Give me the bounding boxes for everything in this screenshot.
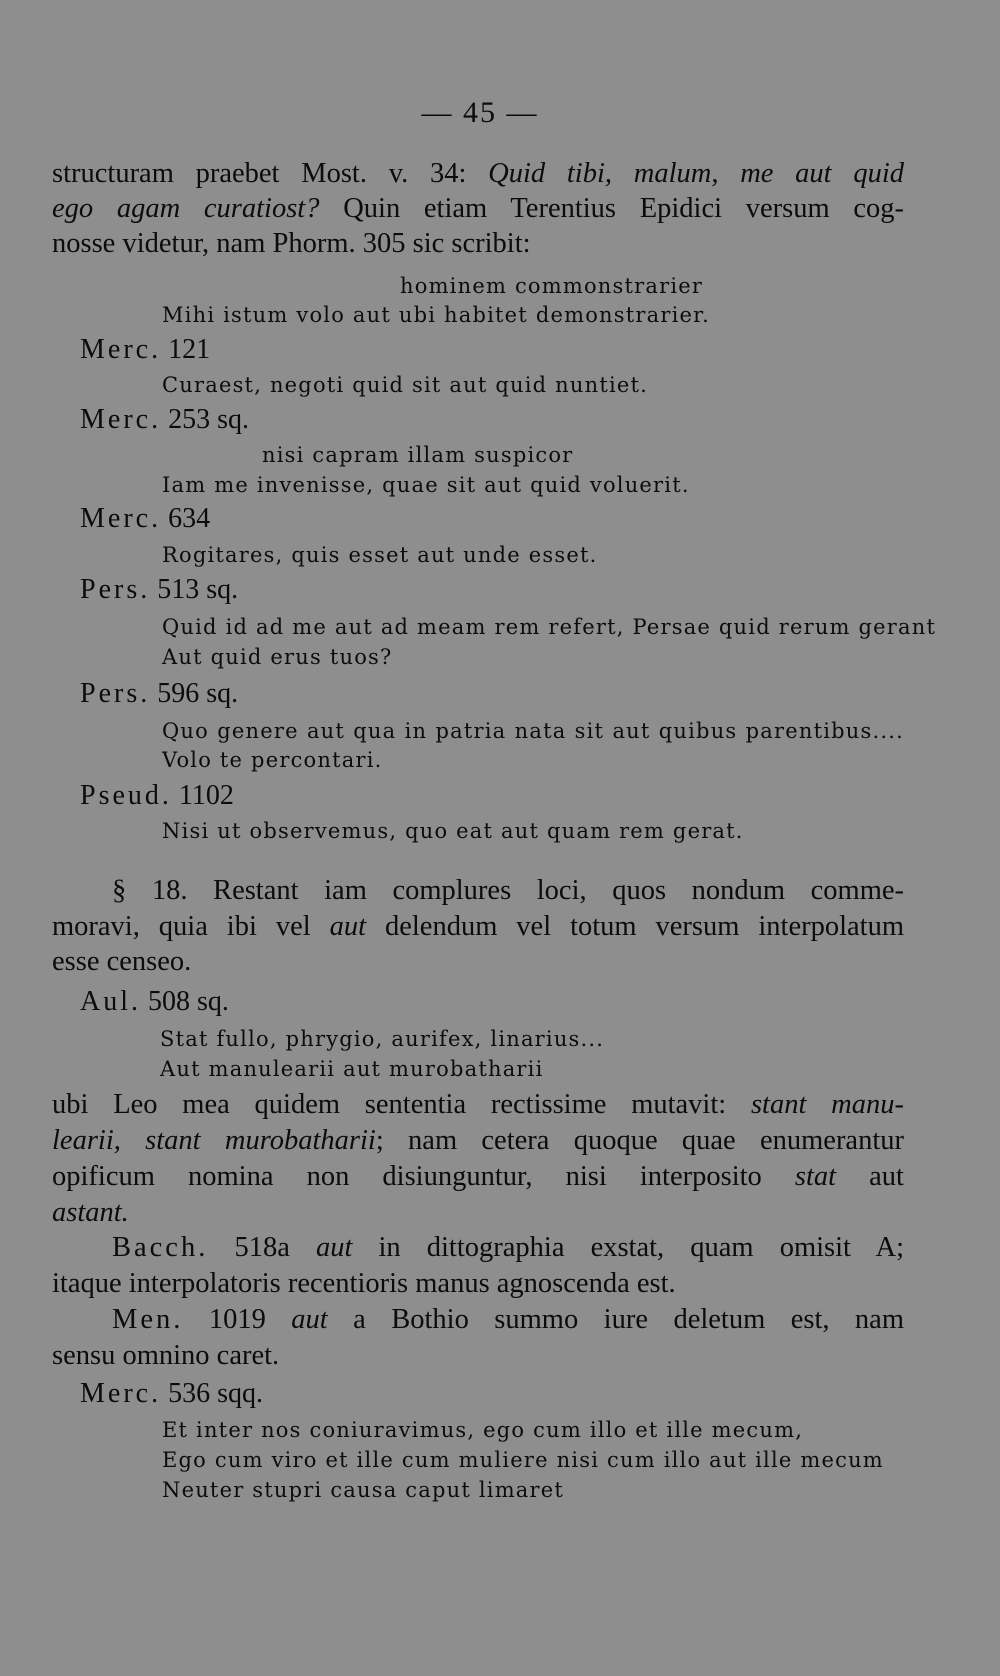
italic-quote: Quid tibi, malum, me aut quid (488, 158, 904, 189)
reference-heading (80, 1378, 263, 1410)
verse-line: Neuter stupri causa caput limaret (162, 1478, 565, 1502)
ref-number: 513 sq. (157, 574, 239, 605)
text-line (52, 1161, 904, 1193)
ref-abbr: Pers. (80, 574, 151, 605)
text-span: ubi Leo mea quidem sententia rectissime mutavit: (52, 1089, 751, 1120)
text-line: itaque interpolatoris recentioris manus agnoscenda est. (52, 1268, 676, 1299)
text-line (52, 1125, 904, 1157)
verse-line: hominem commonstrarier (400, 274, 704, 298)
ref-abbr: Merc. (80, 334, 162, 365)
verse-line: Nisi ut observemus, quo eat aut quam rem gerat. (162, 819, 744, 843)
ref-number: 634 (168, 503, 211, 534)
text-span: 1019 (183, 1304, 292, 1335)
text-span: a Bothio summo iure deletum est, nam (327, 1304, 905, 1335)
ref-abbr: Bacch. (112, 1232, 209, 1263)
reference-heading (80, 986, 229, 1018)
text-line: nosse videtur, nam Phorm. 305 sic scribit: (52, 228, 531, 259)
text-span: Restant iam complures loci, quos nondum comme- (187, 875, 905, 906)
reference-heading (80, 334, 210, 366)
italic-word: astant. (52, 1197, 129, 1228)
text-span: ; nam cetera quoque quae enumerantur (375, 1125, 904, 1156)
ref-abbr: Pers. (80, 678, 151, 709)
verse-line: Aut quid erus tuos? (162, 645, 393, 669)
text-span: 518a (208, 1232, 316, 1263)
text-line (112, 1232, 904, 1264)
page-number: — 45 — (421, 96, 539, 129)
verse-line: nisi capram illam suspicor (262, 443, 574, 467)
text-line: sensu omnino caret. (52, 1340, 280, 1371)
section-heading-line (112, 875, 904, 907)
verse-line: Quo genere aut qua in patria nata sit aut quibus parentibus.... (162, 719, 904, 743)
text-line (52, 911, 904, 943)
text-span: moravi, quia ibi vel (52, 911, 330, 942)
reference-heading (80, 503, 210, 535)
italic-word: aut (315, 1232, 353, 1263)
verse-line: Rogitares, quis esset aut unde esset. (162, 543, 598, 567)
reference-heading (80, 404, 249, 436)
ref-abbr: Merc. (80, 503, 162, 534)
verse-line: Stat fullo, phrygio, aurifex, linarius... (160, 1027, 605, 1051)
ref-abbr: Aul. (80, 986, 141, 1017)
section-mark: § 18. (112, 875, 188, 906)
text-span: aut (836, 1161, 904, 1192)
text-span: in dittographia exstat, quam omisit A; (352, 1232, 904, 1263)
verse-line: Ego cum viro et ille cum muliere nisi cum illo aut ille mecum (162, 1448, 884, 1472)
ref-number: 1102 (178, 780, 234, 811)
reference-heading (80, 678, 238, 710)
ref-number: 508 sq. (148, 986, 229, 1017)
ref-number: 536 sqq. (168, 1378, 263, 1409)
text-span: structuram praebet Most. v. 34: (52, 158, 489, 189)
verse-line: Et inter nos coniuravimus, ego cum illo et ille mecum, (162, 1418, 804, 1442)
verse-line: Aut manulearii aut murobatharii (160, 1057, 544, 1081)
ref-abbr: Merc. (80, 404, 162, 435)
ref-abbr: Pseud. (80, 780, 172, 811)
verse-line: Iam me invenisse, quae sit aut quid voluerit. (162, 473, 690, 497)
ref-number: 253 sq. (168, 404, 249, 435)
italic-word: aut (291, 1304, 328, 1335)
text-line (52, 158, 904, 190)
italic-word: stat (794, 1161, 837, 1192)
italic-quote: stant manu- (750, 1089, 904, 1120)
text-line (52, 1089, 904, 1121)
italic-word: aut (329, 911, 367, 942)
verse-line: Mihi istum volo aut ubi habitet demonstrarier. (162, 303, 710, 327)
text-span: Quin etiam Terentius Epidici versum cog- (319, 193, 904, 224)
ref-number: 596 sq. (157, 678, 239, 709)
verse-line: Curaest, negoti quid sit aut quid nuntiet. (162, 373, 649, 397)
verse-line: Quid id ad me aut ad meam rem refert, Persae quid rerum gerant (162, 615, 937, 639)
ref-abbr: Men. (112, 1304, 184, 1335)
text-line (52, 1197, 129, 1229)
italic-quote: learii, stant murobatharii (52, 1125, 376, 1156)
text-line (112, 1304, 904, 1336)
reference-heading (80, 780, 234, 812)
ref-abbr: Merc. (80, 1378, 162, 1409)
text-span: opificum nomina non disiunguntur, nisi interposito (52, 1161, 795, 1192)
reference-heading (80, 574, 238, 606)
text-line (52, 193, 904, 225)
ref-number: 121 (168, 334, 211, 365)
verse-line: Volo te percontari. (162, 748, 383, 772)
italic-quote: ego agam curatiost? (52, 193, 320, 224)
text-line: esse censeo. (52, 946, 192, 977)
text-span: delendum vel totum versum interpolatum (366, 911, 904, 942)
